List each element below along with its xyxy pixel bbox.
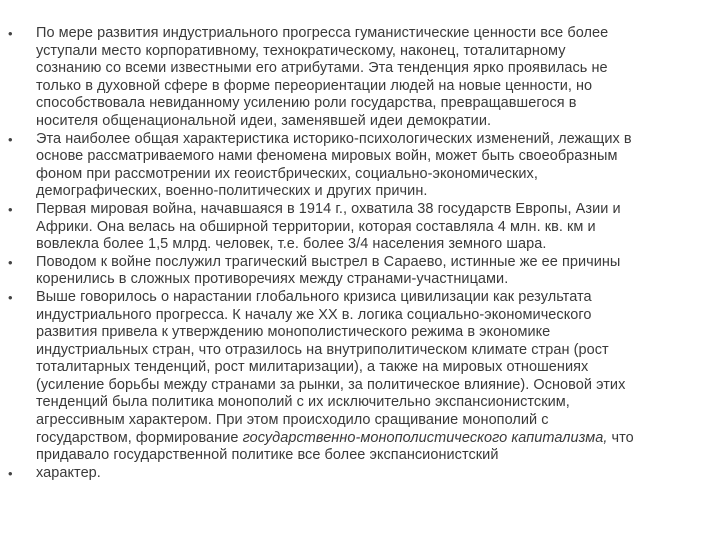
bullet-icon: • bbox=[8, 289, 13, 305]
paragraph-text: По мере развития индустриального прогресса гуманистические ценности все более уступали место корпоративному, технократическому, наконец, тоталитарному сознанию со всеми известными его атрибутами. Эта тенденция ярко проявилась не только в духовной сфере в форме переориентации людей на новые ценности, но способствовала невиданному усилению роли государства, превращавшегося в носителя общенациональной идеи, заменявшей идеи демократии. bbox=[36, 25, 609, 129]
bullet-icon: • bbox=[8, 201, 13, 217]
paragraph-text: характер. bbox=[36, 464, 101, 481]
list-item bbox=[0, 254, 712, 289]
paragraph-text: Поводом к войне послужил трагический выстрел в Сараево, истинные же ее причины коренились в сложных противоречиях между странами-участницами. bbox=[36, 253, 621, 288]
list-item bbox=[0, 465, 712, 483]
list-item bbox=[0, 201, 712, 254]
paragraph-text: Первая мировая война, начавшаяся в 1914 г., охватила 38 государств Европы, Азии и Африки. Она велась на обширной территории, которая составляла 4 млн. кв. км и вовлекла более 1,5 млрд. человек, т.е. более 3/4 населения земного шара. bbox=[36, 200, 621, 253]
list-item bbox=[0, 25, 712, 131]
bullet-icon: • bbox=[8, 465, 13, 481]
list-item bbox=[0, 131, 712, 201]
bullet-icon: • bbox=[8, 254, 13, 270]
list-item bbox=[0, 289, 712, 465]
mixed-line: государством, формирование государственно-монополистического капитализма, что bbox=[36, 429, 634, 446]
italic-term: государственно-монополистического капитализма, bbox=[242, 429, 608, 446]
paragraph-text: Выше говорилось о нарастании глобального кризиса цивилизации как результата индустриального прогресса. К началу же XX в. логика социально-экономического развития привела к утверждению монополистического режима в экономике индустриальных стран, что отразилось на внутриполитическом климате стран (рост тоталитарных тенденций, рост милитаризации), а также на мировых отношениях (усиление борьбы между странами за рынки, за политическое влияние). Основой этих тенденций была политика монополий с их исключительно экспансионистским, агрессивным характером. При этом происходило сращивание монополий с государством, формирование государственно-монополистического капитализма, что придавало государственной политике все более экспансионистский bbox=[36, 289, 712, 465]
bullet-icon: • bbox=[8, 26, 13, 41]
paragraph-text: Эта наиболее общая характеристика историко-психологических изменений, лежащих в основе рассматриваемого нами феномена мировых войн, может быть своеобразным фоном при рассмотрении их геоистбрических, социально-экономических, демографических, военно-политических и других причин. bbox=[36, 130, 632, 200]
bullet-icon: • bbox=[8, 131, 13, 147]
bullet-list bbox=[0, 25, 720, 482]
